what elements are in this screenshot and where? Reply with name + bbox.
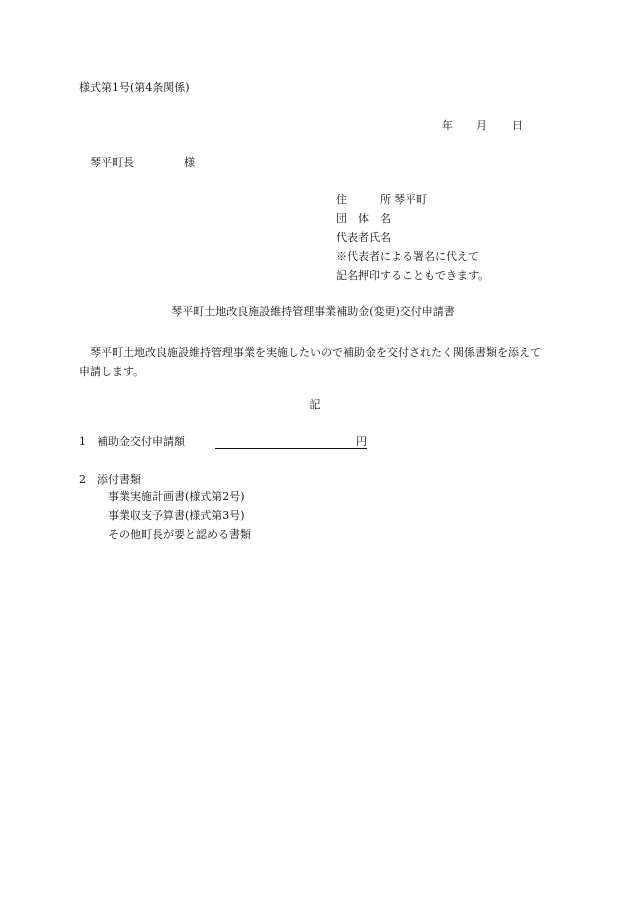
address-label: 住 所: [336, 193, 391, 206]
applicant-representative-row: [336, 232, 489, 251]
attachment-item: 事業実施計画書(様式第2号): [108, 490, 245, 503]
date-day: 日: [512, 119, 523, 132]
attachment-item: その他町長が要と認める書類: [108, 528, 251, 541]
addressee-name: 琴平町長: [90, 156, 134, 169]
document-title-row: [0, 306, 630, 317]
group-name-label: 団 体 名: [336, 212, 391, 225]
body-text: 琴平町土地改良施設維持管理事業を実施したいので補助金を交付されたく関係書類を添えて申請します。: [79, 346, 541, 378]
item1-number: 1: [79, 435, 86, 448]
amount-field: [215, 436, 367, 449]
attachment-item: 事業収支予算書(様式第3号): [108, 509, 245, 522]
form-number: 様式第1号(第4条関係): [79, 81, 190, 94]
date-line: [442, 120, 523, 131]
item-subsidy-amount: [79, 436, 367, 449]
item2-label: 添付書類: [97, 473, 141, 486]
document-title: 琴平町土地改良施設維持管理事業補助金(変更)交付申請書: [171, 305, 455, 318]
addressee: [90, 157, 195, 168]
applicant-group-row: [336, 213, 489, 232]
addressee-honorific: 様: [184, 156, 195, 169]
applicant-block: [336, 194, 489, 289]
item1-label: 補助金交付申請額: [97, 435, 185, 448]
attachment-list: [108, 491, 251, 548]
item2-number: 2: [79, 473, 86, 486]
representative-label: 代表者氏名: [336, 231, 391, 244]
item-attachments: [79, 474, 141, 485]
date-year: 年: [442, 119, 453, 132]
address-value: 琴平町: [394, 193, 427, 206]
ki-heading: 記: [309, 398, 321, 411]
amount-unit: 円: [356, 435, 367, 448]
signature-note-line2: 記名押印することもできます。: [336, 269, 490, 282]
signature-note-line1: ※代表者による署名に代えて: [336, 250, 479, 263]
applicant-address-row: [336, 194, 489, 213]
date-month: 月: [476, 119, 487, 132]
